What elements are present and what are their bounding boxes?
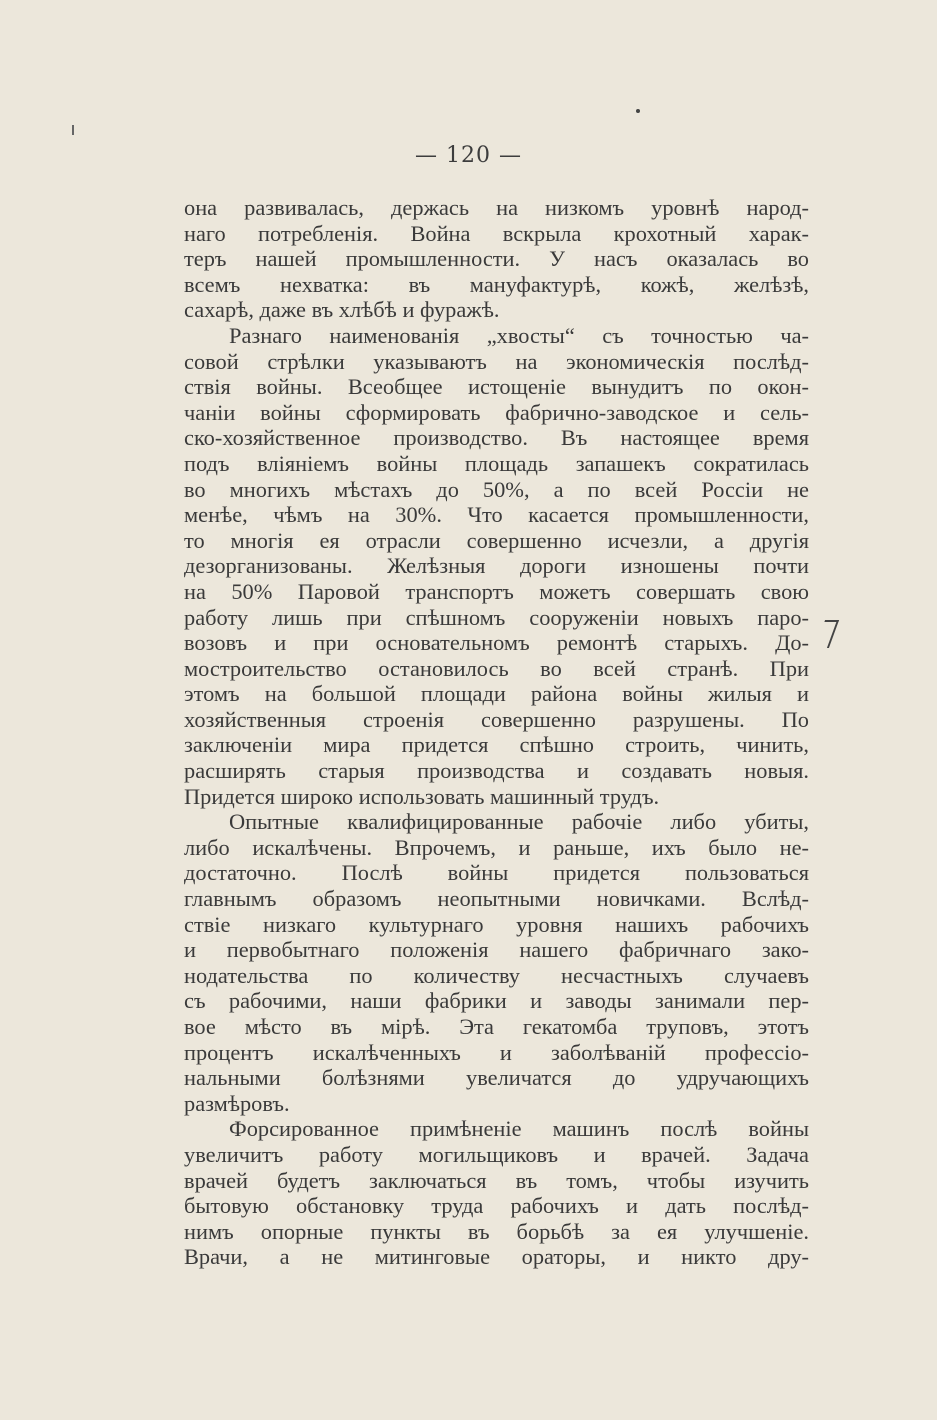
text-line: она развивалась, держась на низкомъ уровнѣ народ- [184,195,809,220]
text-line: Врачи, а не митинговые ораторы, и никто дру- [184,1244,809,1270]
text-line: съ рабочими, наши фабрики и заводы занимали пер- [184,988,809,1014]
text-line: то многія ея отрасли совершенно исчезли, а другія [184,527,809,553]
text-line: заключеніи мира придется спѣшно строить, чинить, [184,732,809,758]
text-line: всемъ нехватка: въ мануфактурѣ, кожѣ, желѣзѣ, [184,271,809,297]
margin-tick-mark [72,125,74,135]
text-line: ско-хозяйственное производство. Въ настоящее время [184,425,809,451]
text-line: наго потребленія. Война вскрыла крохотный харак- [184,220,809,246]
ink-dot-mark [636,109,640,113]
text-line: мостроительство остановилось во всей странѣ. При [184,655,809,681]
text-line: либо искалѣчены. Впрочемъ, и раньше, ихъ было не- [184,834,809,860]
text-line: вое мѣсто въ мірѣ. Эта гекатомба труповъ, этотъ [184,1014,809,1039]
text-line: возовъ и при основательномъ ремонтѣ старыхъ. До- [184,630,809,656]
text-line: нальными болѣзнями увеличатся до удручающихъ [184,1065,809,1091]
text-line: Форсированное примѣненіе машинъ послѣ войны [229,1116,809,1142]
text-line: главнымъ образомъ неопытными новичками. Вслѣд- [184,886,809,912]
text-line: ствія войны. Всеобщее истощеніе вынудитъ по окон- [184,374,809,400]
text-line: Опытные квалифицированные рабочіе либо убиты, [229,809,809,835]
text-line: теръ нашей промышленности. У насъ оказалась во [184,246,809,272]
text-line: процентъ искалѣченныхъ и заболѣваній профессіо- [184,1039,809,1065]
text-line: бытовую обстановку труда рабочихъ и дать послѣд- [184,1193,809,1219]
page-number: — 120 — [415,143,522,168]
text-line: Придется широко использовать машинный трудъ. [184,783,660,809]
text-line: этомъ на большой площади района войны жилыя и [184,681,809,707]
text-line: и первобытнаго положенія нашего фабричнаго зако- [184,937,809,963]
body-text [184,195,809,1270]
text-line: подъ вліяніемъ войны площадь запашекъ сократилась [184,450,809,476]
text-line: размѣровъ. [184,1090,290,1116]
text-line: хозяйственныя строенія совершенно разрушены. По [184,706,809,732]
text-line: совой стрѣлки указываютъ на экономическія послѣд- [184,348,809,374]
text-line: дезорганизованы. Желѣзныя дороги изношены почти [184,553,809,579]
text-line: нимъ опорные пункты въ борьбѣ за ея улучшеніе. [184,1218,809,1244]
text-line: ствіе низкаго культурнаго уровня нашихъ рабочихъ [184,911,809,937]
text-line: на 50% Паровой транспортъ можетъ совершать свою [184,578,809,604]
text-line: во многихъ мѣстахъ до 50%, а по всей Россіи не [184,476,809,502]
text-line: менѣе, чѣмъ на 30%. Что касается промышленности, [184,502,809,528]
text-line: нодательства по количеству несчастныхъ случаевъ [184,962,809,988]
text-line: сахарѣ, даже въ хлѣбѣ и фуражѣ. [184,297,500,323]
margin-bracket-mark [815,620,839,648]
text-line: работу лишь при спѣшномъ сооруженіи новыхъ паро- [184,604,809,630]
text-line: Разнаго наименованія „хвосты“ съ точностью ча- [229,322,809,348]
text-line: врачей будетъ заключаться въ томъ, чтобы изучить [184,1167,809,1193]
text-line: чаніи войны сформировать фабрично-заводское и сель- [184,399,809,425]
text-line: расширять старыя производства и создавать новыя. [184,758,809,784]
text-line: увеличитъ работу могильщиковъ и врачей. Задача [184,1141,809,1167]
text-line: достаточно. Послѣ войны придется пользоваться [184,860,809,886]
